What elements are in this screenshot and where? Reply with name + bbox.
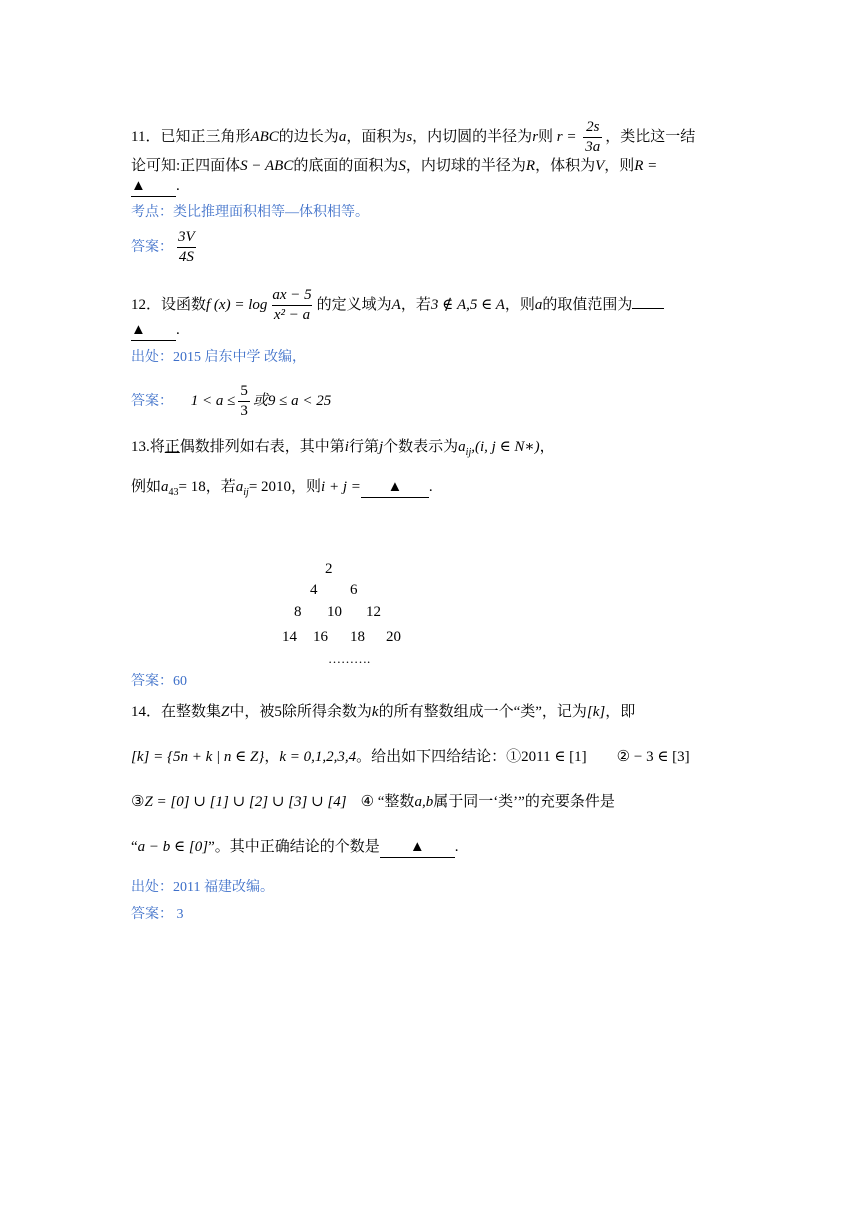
q11-answer-blank: ▲ [131,176,176,197]
number-cell: 14 [282,629,297,645]
q14-source: 出处：2011 福建改编。 [131,880,274,895]
number-cell: 4 [310,582,318,598]
q11-answer: 答案： $\frac{3V}{4S}$ [131,229,195,265]
q14-line2: [k] = {5n + k | n ∈ Z}，k = 0,1,2,3,4。给出如下四给结论：①2011 ∈ [1] ② − 3 ∈ [3] [131,749,690,765]
q13-answer-blank: ▲ [361,477,429,498]
q11-line1: 11．已知正三角形ABC的边长为a，面积为s，内切圆的半径为r则 r = $\frac{2s}{3a}$ ，类比这一结 [131,119,696,155]
number-triangle-row-4 [282,629,412,646]
q14-answer: 答案： 3 [131,907,184,922]
q11-line3: ▲ . [131,176,180,197]
q11-line2: 论可知:正四面体S − ABC的底面的面积为S，内切球的半径为R，体积为V，则R = [131,158,658,174]
q13-line2: 例如$a_{43}= 18$，若$a_{ij}= 2010$，则i + j = ▲ . [131,479,433,498]
q14-line3: ③Z = [0] ∪ [1] ∪ [2] ∪ [3] ∪ [4] ④ “整数a,b属于同一‘类’”的充要条件是 [131,794,615,810]
q12-source: 出处：2015 启东中学 改编， [131,350,306,365]
q14-line1: 14．在整数集Z中，被5除所得余数为k的所有整数组成一个“类”，记为[k]，即 [131,704,636,720]
number-cell: 10 [327,604,342,620]
q13-answer: 答案：60 [131,674,187,689]
q12-answer-blank: ▲ [131,320,176,341]
number-cell: 2 [325,561,333,577]
q12-line2: ▲ . [131,320,180,341]
q14-line4: “a − b ∈ [0]”。其中正确结论的个数是 ▲ . [131,837,459,858]
number-cell: 16 [313,629,328,645]
q14-answer-blank: ▲ [380,837,455,858]
q12-answer: 答案： 1 < a ≤ $\frac{5}{3}$ 或9 ≤ a < 25 [131,383,332,419]
number-cell: 12 [366,604,381,620]
number-triangle-row-2 [310,582,358,599]
number-cell: 6 [350,582,358,598]
q12-fraction: $\frac{ax - 5}{\text{x² − a}}$ [272,287,312,323]
q11-topic: 考点：类比推理面积相等—体积相等。 [131,205,369,220]
number-triangle-row-1 [325,561,333,578]
q13-line1: 13.将正偶数排列如右表，其中第i行第j个数表示为$a_{ij},(i$, j ∈ N∗)， [131,439,555,458]
q11-fraction: $\frac{2s}{3a}$ [585,119,601,155]
number-triangle-row-3 [294,604,381,621]
number-cell: 8 [294,604,302,620]
q12-line1: 12．设函数f (x) = log $\frac{ax - 5}{\text{x² − a}}$ 的定义域为A，若3 ∉ A,5 ∈ A，则a的取值范围为 [131,286,664,325]
number-cell: 18 [350,629,365,645]
number-triangle-ellipsis: ………. [328,651,371,666]
number-cell: 20 [386,629,401,645]
q11-answer-fraction: $\frac{3V}{4S}$ [178,229,195,265]
